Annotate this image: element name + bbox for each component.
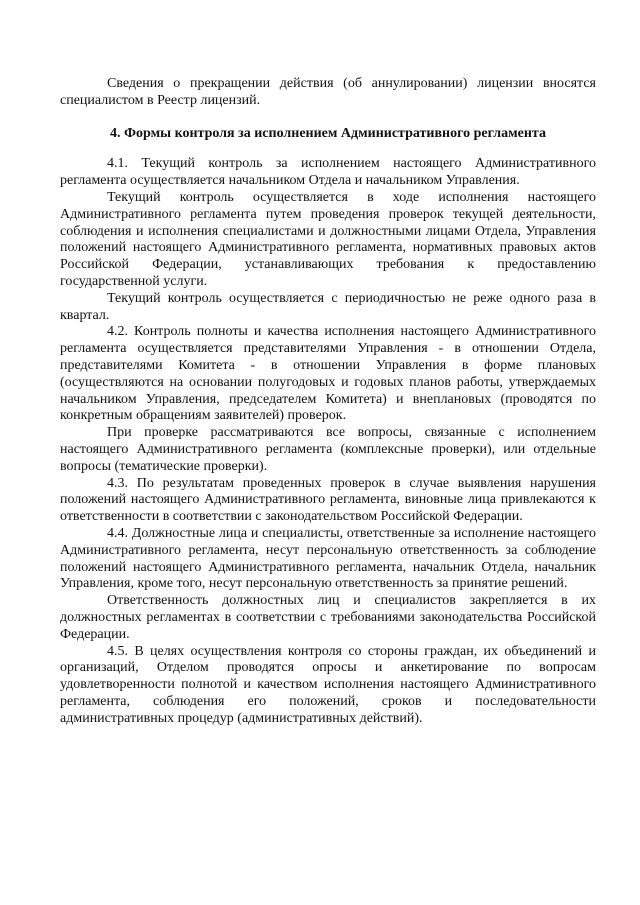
paragraph-4-1: 4.1. Текущий контроль за исполнением настоящего Административного регламента осуществляется начальником Отдела и начальником Управления. — [60, 156, 596, 189]
paragraph-responsibility: Ответственность должностных лиц и специалистов закрепляется в их должностных регламентах в соответствии с требованиями законодательства Российской Федерации. — [60, 593, 596, 642]
document-page — [60, 76, 596, 727]
paragraph-4-5: 4.5. В целях осуществления контроля со стороны граждан, их объединений и организаций, Отделом проводятся опросы и анкетирование по вопросам удовлетворенности полнотой и качеством исполнения настоящего Административного регламента, соблюдения его положений, сроков и последовательности административных процедур (административных действий). — [60, 643, 596, 726]
section-heading: 4. Формы контроля за исполнением Административного регламента — [110, 125, 546, 141]
paragraph-periodicity: Текущий контроль осуществляется с периодичностью не реже одного раза в квартал. — [60, 290, 596, 323]
intro-paragraph: Сведения о прекращении действия (об аннулировании) лицензии вносятся специалистом в Реестр лицензий. — [60, 76, 596, 108]
paragraph-current-control: Текущий контроль осуществляется в ходе исполнения настоящего Административного регламента путем проведения проверок текущей деятельности, соблюдения и исполнения специалистами и должностными лицами Отдела, Управления положений настоящего Административного регламента, нормативных правовых актов Российской Федерации, устанавливающих требования к предоставлению государственной услуги. — [60, 189, 596, 289]
paragraph-4-2: 4.2. Контроль полноты и качества исполнения настоящего Административного регламента осуществляется представителями Управления - в отношении Отдела, представителями Комитета - в отношении Управления в форме плановых (осуществляются на основании полугодовых и годовых планов работы, утверждаемых начальником Управления, председателем Комитета) и внеплановых (проводятся по конкретным обращениям заявителей) проверок. — [60, 324, 596, 424]
paragraph-inspection-questions: При проверке рассматриваются все вопросы, связанные с исполнением настоящего Административного регламента (комплексные проверки), или отдельные вопросы (тематические проверки). — [60, 425, 596, 474]
paragraph-4-3: 4.3. По результатам проведенных проверок в случае выявления нарушения положений настоящего Административного регламента, виновные лица привлекаются к ответственности в соответствии с законодательством Российской Федерации. — [60, 475, 596, 525]
paragraph-4-4: 4.4. Должностные лица и специалисты, ответственные за исполнение настоящего Административного регламента, несут персональную ответственность за соблюдение положений настоящего Административного регламента, начальник Отдела, начальник Управления, кроме того, несут персональную ответственность за принятие решений. — [60, 525, 596, 592]
